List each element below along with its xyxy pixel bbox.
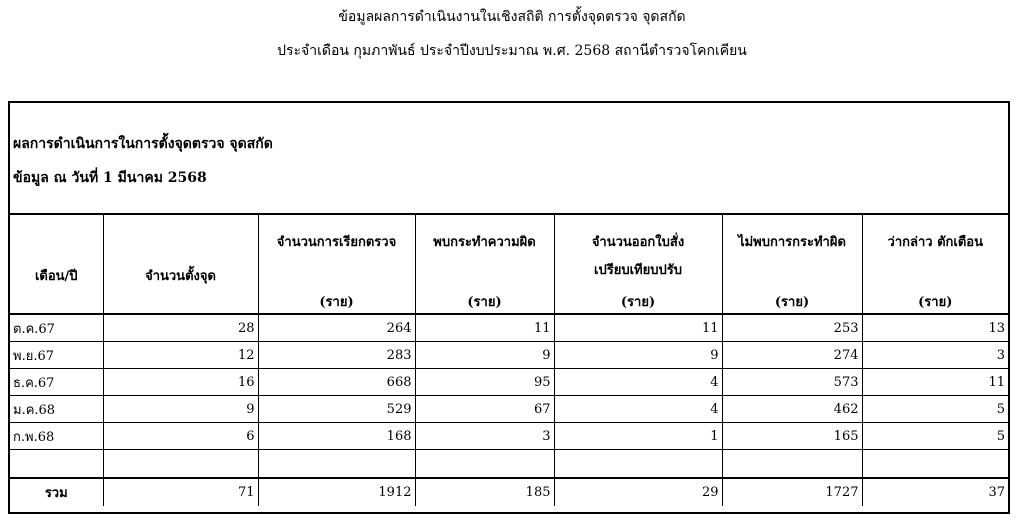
cell-checkpoints: 6 (103, 423, 258, 450)
cell-fines: 11 (554, 314, 722, 342)
cell-offenses: 67 (415, 396, 554, 423)
cell-no-offense: 253 (722, 314, 862, 342)
cell-inspections: 668 (258, 369, 415, 396)
cell-warnings: 5 (862, 423, 1008, 450)
header-no-offense (722, 214, 862, 314)
header-checkpoints-label: จำนวนตั้งจุด (145, 269, 216, 284)
cell-no-offense: 165 (722, 423, 862, 450)
document-subtitle: ประจำเดือน กุมภาพันธ์ ประจำปีงบประมาณ พ.ศ. 2568 สถานีตำรวจโคกเคียน (277, 43, 747, 59)
table-total-row (10, 478, 1008, 506)
cell-inspections: 264 (258, 314, 415, 342)
header-warnings-unit: (ราย) (918, 295, 953, 310)
header-warnings-label: ว่ากล่าว ตักเตือน (887, 235, 983, 250)
cell-inspections: 529 (258, 396, 415, 423)
document-title: ข้อมูลผลการดำเนินงานในเชิงสถิติ การตั้งจุดตรวจ จุดสกัด (338, 9, 686, 25)
cell-fines: 1 (554, 423, 722, 450)
header-fines-unit: (ราย) (620, 295, 656, 310)
header-fines-label-line2: เปรียบเทียบปรับ (594, 263, 682, 278)
header-no-offense-label: ไม่พบการกระทำผิด (738, 235, 846, 250)
header-inspections-unit: (ราย) (319, 295, 354, 310)
table-row (10, 423, 1008, 450)
cell-inspections: 168 (258, 423, 415, 450)
cell-warnings: 5 (862, 396, 1008, 423)
cell-warnings: 3 (862, 342, 1008, 369)
cell-no-offense: 462 (722, 396, 862, 423)
cell-month: ม.ค.68 (10, 396, 103, 423)
report-heading: ผลการดำเนินการในการตั้งจุดตรวจ จุดสกัด (13, 136, 273, 152)
cell-month: ก.พ.68 (10, 423, 103, 450)
cell-no-offense: 274 (722, 342, 862, 369)
header-no-offense-unit: (ราย) (774, 295, 810, 310)
cell-offenses: 95 (415, 369, 554, 396)
cell-inspections: 283 (258, 342, 415, 369)
cell-month: พ.ย.67 (10, 342, 103, 369)
total-checkpoints: 71 (103, 478, 258, 506)
total-label: รวม (10, 478, 103, 506)
total-warnings: 37 (862, 478, 1008, 506)
cell-checkpoints: 16 (103, 369, 258, 396)
cell-fines: 4 (554, 396, 722, 423)
table-row (10, 369, 1008, 396)
header-checkpoints (103, 214, 258, 314)
header-month (10, 214, 103, 314)
cell-fines: 4 (554, 369, 722, 396)
cell-month: ธ.ค.67 (10, 369, 103, 396)
total-inspections: 1912 (258, 478, 415, 506)
table-row (10, 342, 1008, 369)
cell-checkpoints: 28 (103, 314, 258, 342)
cell-no-offense: 573 (722, 369, 862, 396)
header-fines-label-line1: จำนวนออกใบสั่ง (591, 235, 685, 250)
header-fines (554, 214, 722, 314)
table-row (10, 314, 1008, 342)
cell-offenses: 9 (415, 342, 554, 369)
cell-offenses: 11 (415, 314, 554, 342)
header-warnings (862, 214, 1008, 314)
cell-fines: 9 (554, 342, 722, 369)
cell-warnings: 11 (862, 369, 1008, 396)
report-box (8, 101, 1010, 514)
cell-offenses: 3 (415, 423, 554, 450)
total-offenses: 185 (415, 478, 554, 506)
cell-checkpoints: 12 (103, 342, 258, 369)
cell-month: ต.ค.67 (10, 314, 103, 342)
cell-checkpoints: 9 (103, 396, 258, 423)
cell-warnings: 13 (862, 314, 1008, 342)
total-no-offense: 1727 (722, 478, 862, 506)
header-offenses (415, 214, 554, 314)
header-offenses-label: พบกระทำความผิด (433, 235, 536, 250)
table-header-row (10, 214, 1008, 314)
table-row (10, 396, 1008, 423)
header-month-label: เดือน/ปี (34, 269, 78, 284)
statistics-table (10, 213, 1008, 506)
header-inspections-label: จำนวนการเรียกตรวจ (276, 235, 397, 250)
header-inspections (258, 214, 415, 314)
total-fines: 29 (554, 478, 722, 506)
header-offenses-unit: (ราย) (467, 295, 502, 310)
report-as-of-date: ข้อมูล ณ วันที่ 1 มีนาคม 2568 (13, 170, 207, 186)
table-row-empty (10, 450, 1008, 479)
